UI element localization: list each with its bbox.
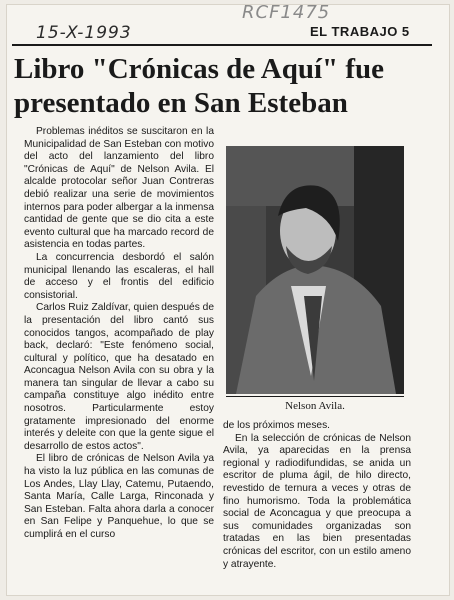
paragraph: de los próximos meses. — [223, 420, 331, 431]
paragraph: En la selección de crónicas de Nelson Avila, ya aparecidas en la prensa regional y radiodifundidas, se anida un escritor de pluma ágil, de hilo directo, revestido de ternura a veces y otras de fino humorismo. Toda la problemática social de Aconcagua y que preocupa a sus comunidades organizadas son tratadas en las bien presentadas crónicas del escritor, con un estilo ameno y atrayente. — [223, 432, 411, 570]
paragraph: El libro de crónicas de Nelson Avila ya ha visto la luz pública en las comunas de Los Andes, Llay Llay, Catemu, Putaendo, Santa María, Calle Larga, Rinconada y San Esteban. Falta ahora darla a conocer en San Felipe y Panquehue, lo que se cumplirá en el curso — [24, 453, 214, 540]
header-rule — [12, 44, 432, 46]
publication-name: EL TRABAJO 5 — [310, 24, 410, 39]
paragraph: Carlos Ruiz Zaldívar, quien después de la presentación del libro cantó sus conocidos tangos, acompañado de play back, declaró: "Este fenómeno social, cultural y político, que ha desatado en Aconcagua Nelson Avila con su obra y la manera tan singular de llevar a cabo su campaña constituye algo inédito entre nosotros. Particularmente estoy gratamente impresionado del enorme interés y deleite con que la gente sigue el desarrollo de estos actos". — [24, 302, 214, 452]
caption-rule — [226, 396, 404, 397]
article-headline: Libro "Crónicas de Aquí" fue presentado en San Esteban — [14, 53, 385, 119]
article-left-column — [24, 126, 214, 542]
portrait-image — [226, 146, 404, 394]
paragraph: Problemas inéditos se suscitaron en la Municipalidad de San Esteban con motivo del acto del lanzamiento del libro "Crónicas de Aquí" de Nelson Avila. El alcalde protocolar señor Juan Contreras debió realizar una serie de movimientos internos para poder albergar a la inmensa cantidad de gente que se dio cita a este evento cultural que ha marcado record de asistencia en todas partes. — [24, 126, 214, 251]
article-right-column — [223, 420, 411, 571]
reference-code: RCF1475 — [242, 2, 331, 23]
handwritten-date: 15-X-1993 — [36, 23, 132, 43]
paragraph: La concurrencia desbordó el salón municipal llenando las escaleras, el hall de acceso y el frontis del edificio consistorial. — [24, 251, 214, 301]
photo-caption: Nelson Avila. — [285, 400, 345, 412]
portrait-photo — [226, 146, 404, 394]
